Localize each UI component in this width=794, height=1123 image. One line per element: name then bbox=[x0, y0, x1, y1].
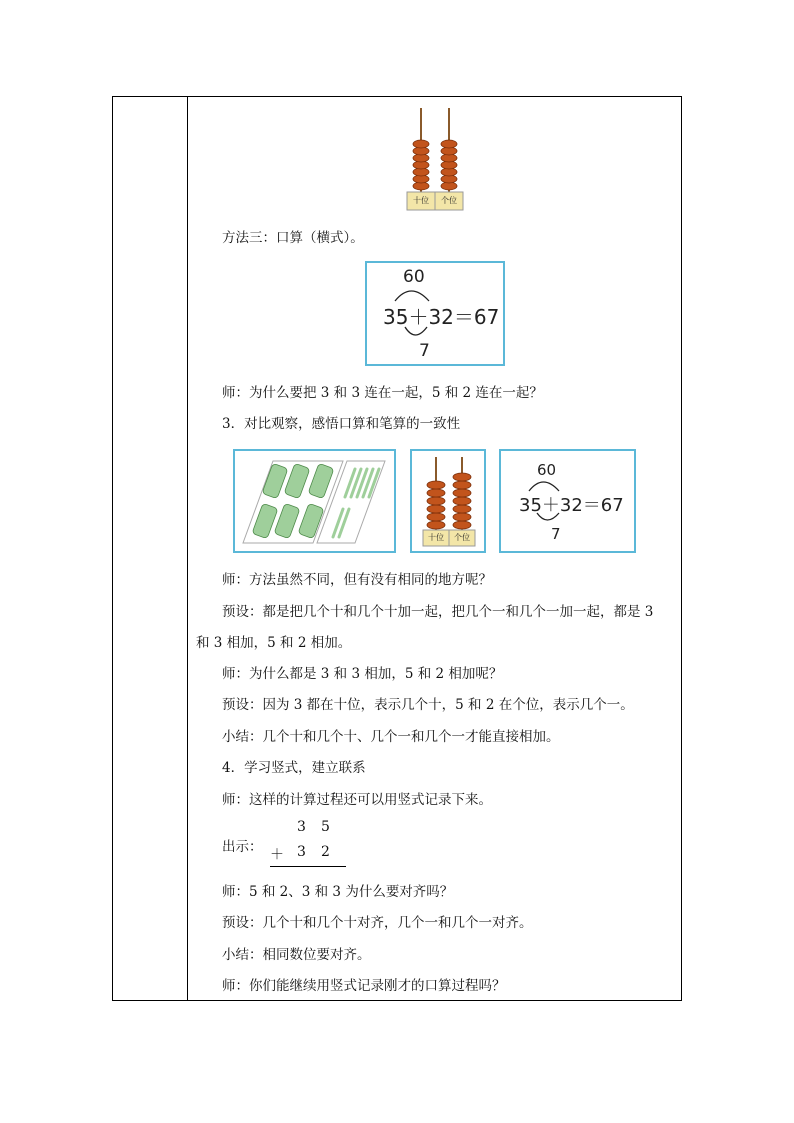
abacus-bead bbox=[453, 489, 471, 497]
column-divider bbox=[187, 96, 188, 1001]
preset-1-line-1: 预设：都是把几个十和几个十加一起，把几个一和几个一加一起，都是 3 bbox=[222, 604, 654, 620]
sticks-drawing bbox=[235, 451, 394, 551]
sticks-box bbox=[233, 449, 396, 553]
vertical-plus: ＋ bbox=[270, 847, 284, 863]
vertical-sum-line bbox=[270, 866, 346, 867]
abacus-bead bbox=[413, 140, 429, 148]
vertical-bottom-ones: 2 bbox=[321, 844, 330, 860]
mental-calc-box bbox=[365, 261, 505, 366]
abacus-bead bbox=[453, 497, 471, 505]
tens-label: 十位 bbox=[413, 196, 429, 205]
abacus-bead bbox=[453, 473, 471, 481]
abacus-compare-box bbox=[410, 449, 486, 553]
top-number: 60 bbox=[403, 267, 425, 287]
preset-2: 预设：因为 3 都在十位，表示几个十，5 和 2 在个位，表示几个一。 bbox=[222, 697, 634, 713]
compare-ones-label: 个位 bbox=[454, 533, 470, 542]
mental-compare-box bbox=[499, 449, 636, 553]
abacus-bead bbox=[427, 489, 445, 497]
abacus-top bbox=[405, 106, 465, 212]
bottom-number: 7 bbox=[419, 341, 430, 361]
vertical-bottom-tens: 3 bbox=[297, 844, 306, 860]
compare-tens-label: 十位 bbox=[428, 533, 444, 542]
question-record: 师：这样的计算过程还可以用竖式记录下来。 bbox=[222, 792, 492, 808]
question-same: 师：方法虽然不同，但有没有相同的地方呢？ bbox=[222, 572, 492, 588]
preset-3: 预设：几个十和几个十对齐，几个一和几个一对齐。 bbox=[222, 915, 533, 931]
abacus-bead bbox=[453, 521, 471, 529]
question-connect: 师：为什么要把 3 和 3 连在一起，5 和 2 连在一起？ bbox=[222, 385, 543, 401]
question-why: 师：为什么都是 3 和 3 相加，5 和 2 相加呢？ bbox=[222, 666, 503, 682]
question-align: 师：5 和 2、3 和 3 为什么要对齐吗？ bbox=[222, 884, 454, 900]
abacus-bead bbox=[427, 521, 445, 529]
compare-equation: 35＋32＝67 bbox=[519, 495, 624, 516]
summary-1: 小结：几个十和几个十、几个一和几个一才能直接相加。 bbox=[222, 729, 560, 745]
stick-bundle bbox=[308, 463, 334, 499]
preset-1-line-2: 和 3 相加，5 和 2 相加。 bbox=[196, 635, 352, 651]
stick-bundle bbox=[274, 503, 300, 539]
abacus-bead bbox=[441, 140, 457, 148]
equation: 35＋32＝67 bbox=[383, 305, 500, 329]
summary-2: 小结：相同数位要对齐。 bbox=[222, 947, 371, 963]
vertical-top-tens: 3 bbox=[297, 819, 306, 835]
vertical-top-ones: 5 bbox=[321, 819, 330, 835]
ones-label: 个位 bbox=[441, 196, 457, 205]
abacus-bead bbox=[427, 497, 445, 505]
section-4-heading: 4．学习竖式，建立联系 bbox=[222, 760, 366, 776]
stick-bundle bbox=[284, 463, 310, 499]
compare-bottom-number: 7 bbox=[551, 525, 561, 543]
abacus-bead bbox=[453, 513, 471, 521]
compare-top-number: 60 bbox=[537, 461, 557, 479]
section-3-heading: 3．对比观察，感悟口算和笔算的一致性 bbox=[222, 416, 461, 432]
abacus-bead bbox=[453, 505, 471, 513]
question-continue: 师：你们能继续用竖式记录刚才的口算过程吗？ bbox=[222, 978, 506, 994]
abacus-bead bbox=[453, 481, 471, 489]
abacus-bead bbox=[427, 513, 445, 521]
abacus-bead bbox=[427, 505, 445, 513]
method3-text: 方法三：口算（横式）。 bbox=[222, 230, 364, 246]
abacus-bead bbox=[427, 481, 445, 489]
vertical-label: 出示： bbox=[222, 839, 263, 855]
